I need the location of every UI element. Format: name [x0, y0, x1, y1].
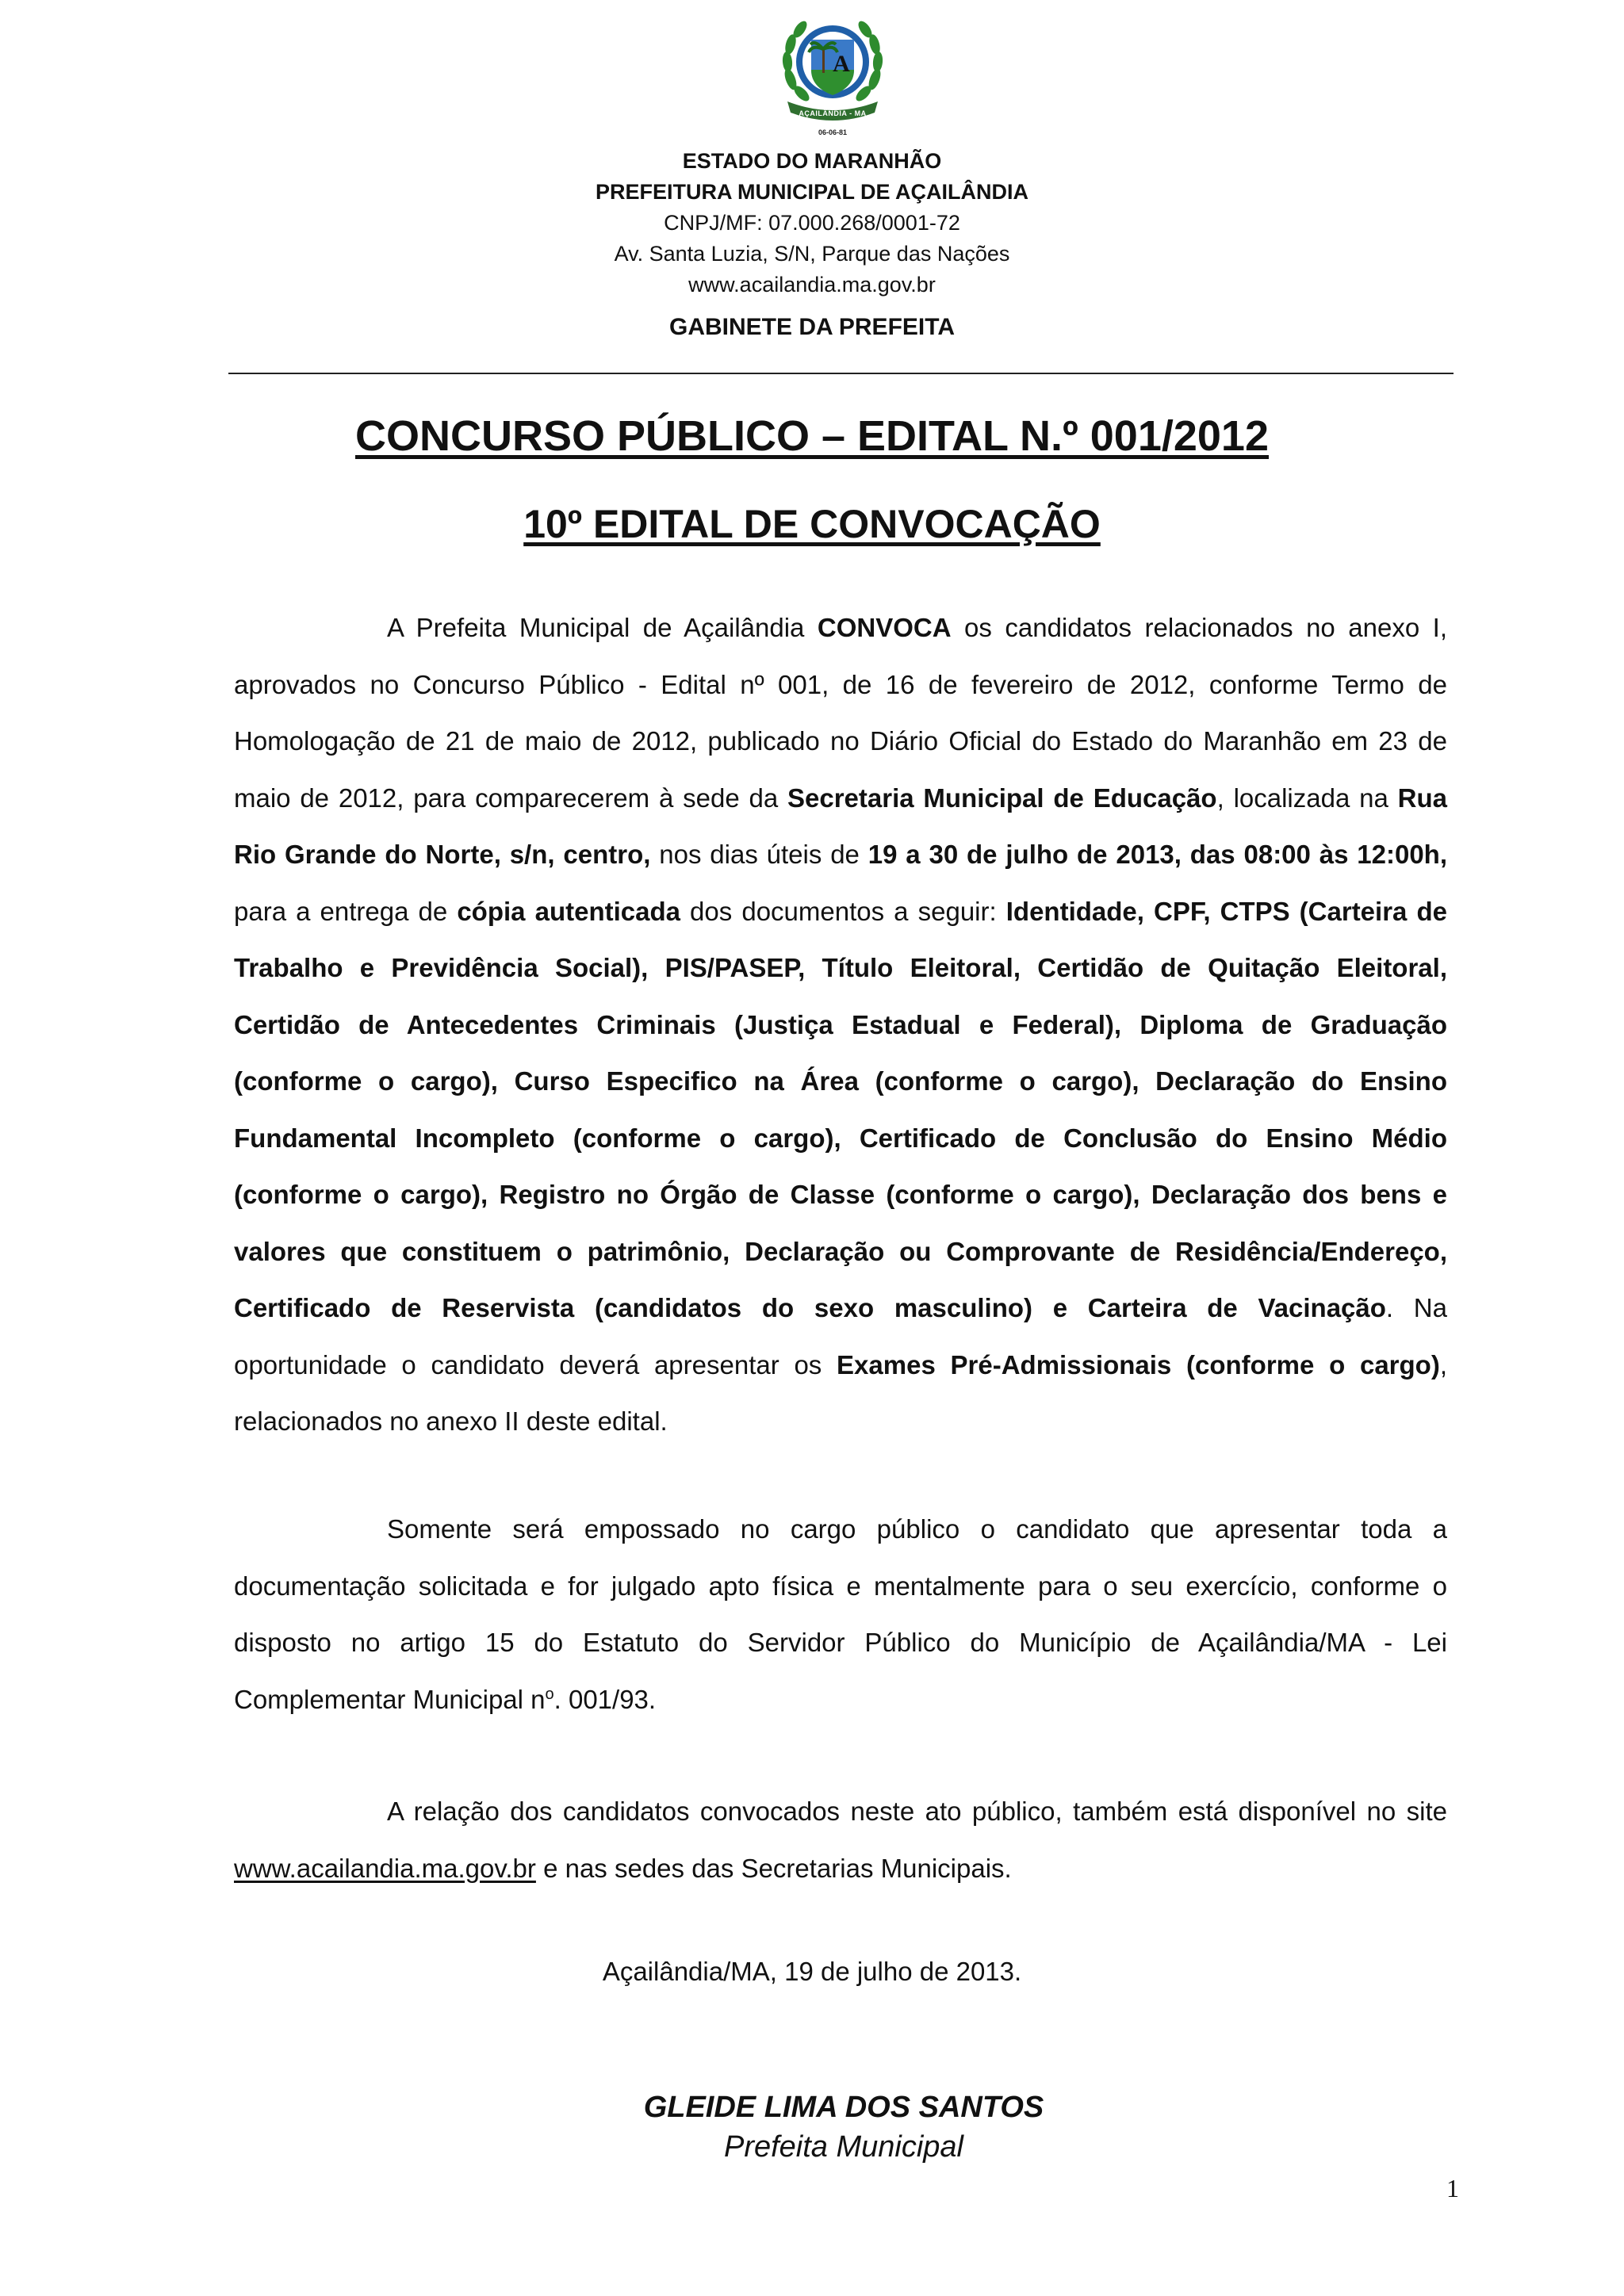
- p1-text-8: , relacionados no anexo II deste edital.: [234, 1349, 1447, 1436]
- p1-bold-exames: Exames Pré-Admissionais (conforme o cargo): [837, 1349, 1440, 1380]
- seal-founded-date: 06-06-81: [818, 128, 848, 136]
- p2-tail: . 001/93.: [553, 1684, 657, 1714]
- p1-bold-secretaria: Secretaria Municipal de Educação: [787, 783, 1217, 813]
- p3-text: A relação dos candidatos convocados neste ato público, também está disponível no site: [387, 1797, 1447, 1826]
- date-line: Açailândia/MA, 19 de julho de 2013.: [602, 1957, 1022, 1986]
- p1-bold-address: Rua Rio Grande do Norte, s/n, centro,: [234, 783, 1447, 869]
- letterhead-state: ESTADO DO MARANHÃO: [682, 149, 942, 173]
- document-title: CONCURSO PÚBLICO – EDITAL N.º 001/2012: [354, 412, 1269, 460]
- p1-text-6: dos documentos a seguir:: [680, 896, 1006, 926]
- p1-text-4: nos dias úteis de: [650, 840, 868, 869]
- p1-bold-dates: 19 a 30 de julho de 2013, das 08:00 às 12:00h,: [868, 840, 1447, 869]
- p1-bold-convoca: CONVOCA: [817, 613, 952, 642]
- p2-text: Somente será empossado no cargo público o candidato que apresentar toda a documentação solicitada e for julgado apto física e mentalmente para o seu exercício, conforme o disposto no artigo 15 do Estatuto do Servidor Público do Município de Açailândia/MA - Lei Complementar Municipal n: [234, 1514, 1447, 1714]
- letterhead-website: www.acailandia.ma.gov.br: [688, 273, 936, 297]
- header-divider: [228, 373, 1454, 374]
- p1-bold-documents: Identidade, CPF, CTPS (Carteira de Trabalho e Previdência Social), PIS/PASEP, Título Eleitoral, Certidão de Quitação Eleitoral, Certidão de Antecedentes Criminais (Justiça Estadual e Federal), Diploma de Graduação (conforme o cargo), Curso Especifico na Área (conforme o cargo), Declaração do Ensino Fundamental Incompleto (conforme o cargo), Certificado de Conclusão do Ensino Médio (conforme o cargo), Registro no Órgão de Classe (conforme o cargo), Declaração dos bens e valores que constituem o patrimônio, Declaração ou Comprovante de Residência/Endereço, Certificado de Reservista (candidatos do sexo masculino) e Carteira de Vacinação: [234, 896, 1447, 1322]
- p1-text-5: para a entrega de: [234, 896, 458, 926]
- municipal-seal-logo: [773, 8, 892, 143]
- website-link[interactable]: www.acailandia.ma.gov.br: [234, 1853, 536, 1883]
- letterhead-office: GABINETE DA PREFEITA: [668, 314, 955, 340]
- seal-motto: AÇAILÂNDIA - MA: [799, 109, 867, 117]
- p2-superscript: o: [545, 1685, 554, 1703]
- page-number: 1: [1446, 2174, 1459, 2202]
- document-subtitle: 10º EDITAL DE CONVOCAÇÃO: [523, 502, 1101, 546]
- p1-text-3: , localizada na: [1216, 783, 1398, 813]
- letterhead-address: Av. Santa Luzia, S/N, Parque das Nações: [614, 242, 1010, 266]
- signatory-role: Prefeita Municipal: [723, 2130, 964, 2164]
- paragraph-empossado: [234, 1501, 1447, 1728]
- letterhead: [0, 146, 1624, 343]
- p1-text-7: . Na oportunidade o candidato deverá apresentar os: [234, 1293, 1447, 1380]
- paragraph-convocation: [234, 599, 1447, 1450]
- p1-text-1: A Prefeita Municipal de Açailândia: [387, 613, 818, 642]
- signatory-name: GLEIDE LIMA DOS SANTOS: [643, 2091, 1044, 2124]
- p1-text-2: os candidatos relacionados no anexo I, aprovados no Concurso Público - Edital nº 001, de 16 de fevereiro de 2012, conforme Termo de Homologação de 21 de maio de 2012, publicado no Diário Oficial do Estado do Maranhão em 23 de maio de 2012, para comparecerem à sede da: [234, 613, 1447, 813]
- p3-tail: e nas sedes das Secretarias Municipais.: [535, 1853, 1012, 1883]
- svg-text:A: A: [833, 51, 850, 77]
- p1-bold-copia: cópia autenticada: [457, 896, 680, 926]
- letterhead-prefecture: PREFEITURA MUNICIPAL DE AÇAILÂNDIA: [596, 180, 1028, 204]
- letterhead-cnpj: CNPJ/MF: 07.000.268/0001-72: [664, 211, 960, 235]
- paragraph-site: [234, 1783, 1447, 1896]
